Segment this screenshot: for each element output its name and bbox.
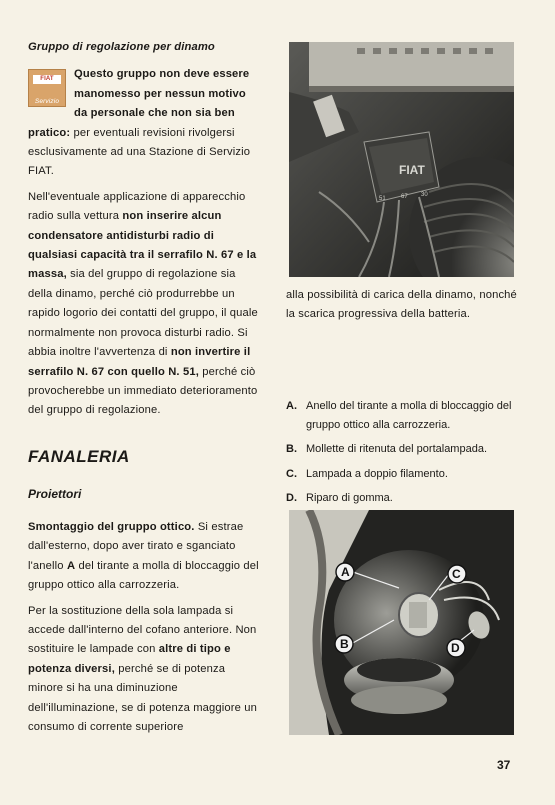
- terminal-30: 30: [421, 192, 428, 198]
- badge-service: Servizio: [34, 98, 60, 106]
- legend-item-b: B. Mollette di ritenuta del portalampada.: [286, 443, 487, 455]
- left-column-top: [28, 38, 260, 427]
- badge-brand: FIAT: [33, 75, 61, 84]
- regulator-photo: [289, 42, 514, 277]
- headlamp-photo: [289, 510, 514, 735]
- legend-item-c: C. Lampada a doppio filamento.: [286, 467, 448, 480]
- page-number: 37: [497, 758, 511, 772]
- right-paragraph: alla possibilità di carica della dinamo, nonché la scarica progressiva della batteria.: [286, 289, 517, 321]
- radio-paragraph: Nell'eventuale applicazione di apparecchio radio sulla vettura non inserire alcun condensatore antidisturbi radio di qualsiasi capacità tra il serrafilo N. 67 e la massa, sia del gruppo di regolazione sia della dinamo, perché ciò produrrebbe un rapido logorio dei contatti del gruppo, il quale normalmente non provoca disturbi radio. Si abbia inoltre l'avvertenza di non invertire il serrafilo N. 67 con quello N. 51, perché ciò provocherebbe un immediato deterioramento del gruppo di regolazione.: [28, 190, 258, 417]
- figure-legend: [286, 397, 522, 514]
- svg-text:D: D: [451, 641, 460, 655]
- fiat-service-logo: [28, 69, 66, 107]
- terminal-67: 67: [401, 194, 408, 200]
- svg-text:A: A: [341, 565, 350, 579]
- legend-item-d: D. Riparo di gomma.: [286, 492, 393, 504]
- lamp-replacement-paragraph: Per la sostituzione della sola lampada si accede dall'interno del cofano anteriore. Non sostituire le lampade con altre di tipo e potenza diversi, perché se di potenza minore si ha una diminuzione dell'illuminazione, se di potenza maggiore un consumo di corrente superiore: [28, 604, 258, 734]
- section-title: FANALERIA: [28, 447, 130, 466]
- subsection-title: Proiettori: [28, 487, 82, 501]
- disassembly-paragraph: Smontaggio del gruppo ottico. Si estrae dall'esterno, dopo aver tirato e sganciato l'anello A del tirante a molla di bloccaggio del gruppo ottico alla carrozzeria.: [28, 521, 259, 592]
- left-column-bottom: [28, 518, 260, 743]
- right-column-text: [286, 286, 522, 331]
- page-title: Gruppo di regolazione per dinamo: [28, 41, 215, 53]
- regulator-brand: FIAT: [399, 163, 425, 177]
- terminal-51: 51: [379, 196, 386, 202]
- legend-item-a: A. Anello del tirante a molla di bloccaggio del gruppo ottico alla carrozzeria.: [286, 400, 512, 431]
- svg-text:C: C: [452, 567, 461, 581]
- warning-paragraph: Questo gruppo non deve essere manomesso per nessun motivo da personale che non sia ben pratico: per eventuali revisioni rivolgersi esclusivamente ad una Stazione di Servizio FIAT.: [28, 68, 251, 178]
- svg-text:B: B: [340, 637, 349, 651]
